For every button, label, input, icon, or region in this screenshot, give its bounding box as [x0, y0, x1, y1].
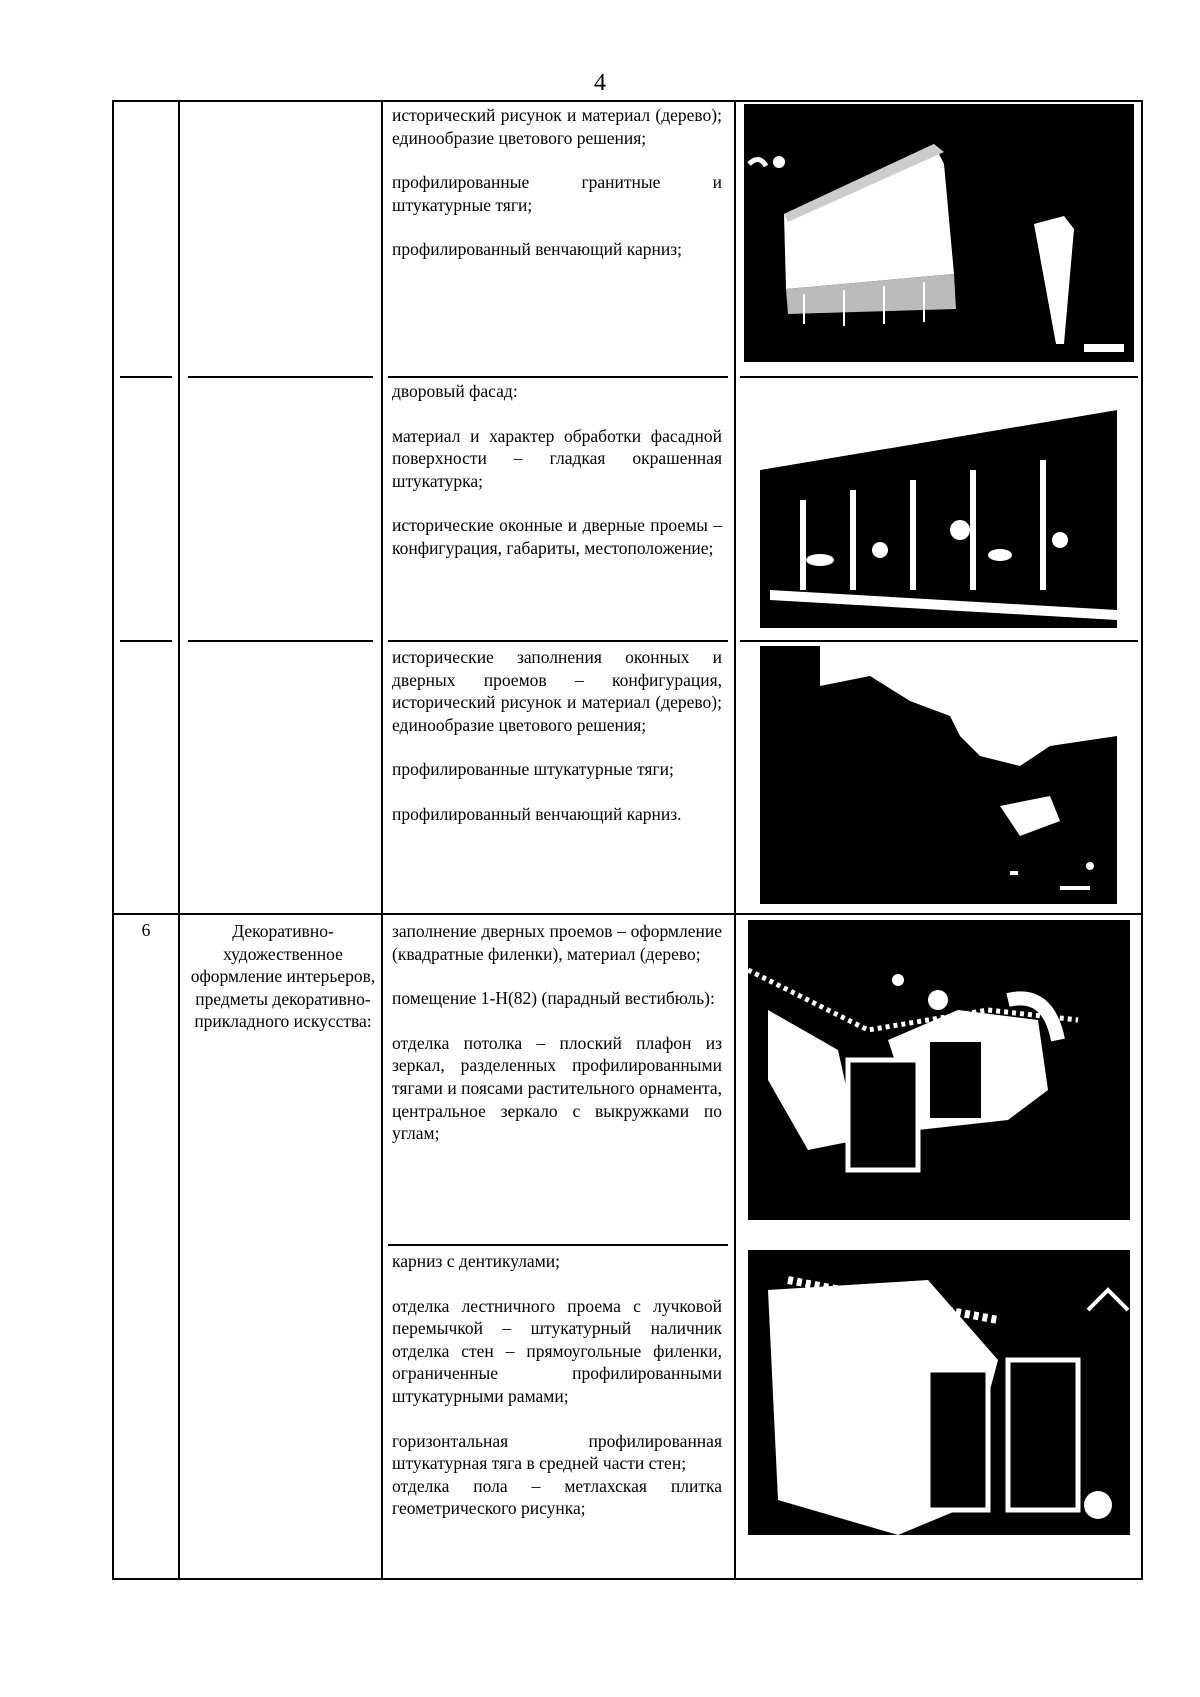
description-paragraph: профилированные гранитные и штукатурные тяги; [392, 172, 722, 215]
table-left-border [112, 100, 114, 1580]
photo-courtyard-facade-cornice [744, 104, 1134, 362]
column-divider-2 [381, 100, 383, 1580]
description-paragraph: профилированные штукатурные тяги; [392, 759, 674, 780]
table-bottom-border [112, 1578, 1143, 1580]
description-paragraph: карниз с дентикулами; [392, 1251, 561, 1271]
description-paragraph: профилированный венчающий карниз; [392, 239, 682, 260]
photo-roofline [760, 646, 1117, 904]
row-2-description [392, 380, 722, 582]
description-paragraph: горизонтальная профилированная штукатурная тяга в средней части стен; [392, 1430, 722, 1474]
row-separator [120, 640, 172, 642]
description-paragraph: исторические оконные и дверные проемы – конфигурация, габариты, местоположение; [392, 515, 722, 558]
row-separator [388, 640, 728, 642]
description-paragraph: отделка лестничного проема с лучковой перемычкой – штукатурный наличник отделка стен – прямоугольные филенки, ограниченные профилированными штукатурными рамами; [392, 1295, 722, 1406]
row-number: 6 [141, 920, 151, 940]
row-separator [740, 376, 1138, 378]
column-divider-3 [734, 100, 736, 1580]
photo-vestibule-ceiling [748, 920, 1130, 1220]
description-paragraph: дворовый фасад: [392, 381, 518, 401]
row-separator [120, 376, 172, 378]
column-divider-1 [178, 100, 180, 1580]
description-paragraph: заполнение дверных проемов – оформление (квадратные филенки), материал (дерево; [392, 921, 722, 964]
description-paragraph: отделка пола – метлахская плитка геометрического рисунка; [392, 1475, 722, 1519]
table-right-border [1141, 100, 1143, 1580]
description-paragraph: материал и характер обработки фасадной поверхности – гладкая окрашенная штукатурка; [392, 425, 722, 491]
description-paragraph: исторический рисунок и материал (дерево); единообразие цветового решения; [392, 105, 722, 148]
row-separator [388, 376, 728, 378]
page-number: 4 [594, 70, 606, 96]
row-separator [188, 376, 373, 378]
photo-courtyard-facade-windows [760, 380, 1117, 628]
row-5-description [392, 1250, 722, 1520]
description-paragraph: исторические заполнения оконных и дверных проемов – конфигурация, исторический рисунок и материал (дерево); единообразие цветового решения; [392, 647, 722, 735]
description-paragraph: помещение 1-Н(82) (парадный вестибюль): [392, 988, 715, 1009]
row-1-description [392, 104, 722, 283]
photo-vestibule-walls [748, 1250, 1130, 1535]
row-subject: Декоративно-художественное оформление интерьеров, предметы декоративно-прикладного искусства: [190, 921, 376, 1032]
description-paragraph: отделка потолка – плоский плафон из зеркал, разделенных профилированными тягами и поясами растительного орнамента, центральное зеркало с выкружками по углам; [392, 1032, 722, 1144]
row-separator [388, 1244, 728, 1246]
row-4-description [392, 920, 722, 1145]
row-separator [740, 640, 1138, 642]
row-separator [112, 913, 1143, 915]
row-3-description [392, 646, 722, 826]
description-paragraph: профилированный венчающий карниз. [392, 803, 682, 824]
table-top-border [112, 100, 1143, 102]
row-separator [188, 640, 373, 642]
